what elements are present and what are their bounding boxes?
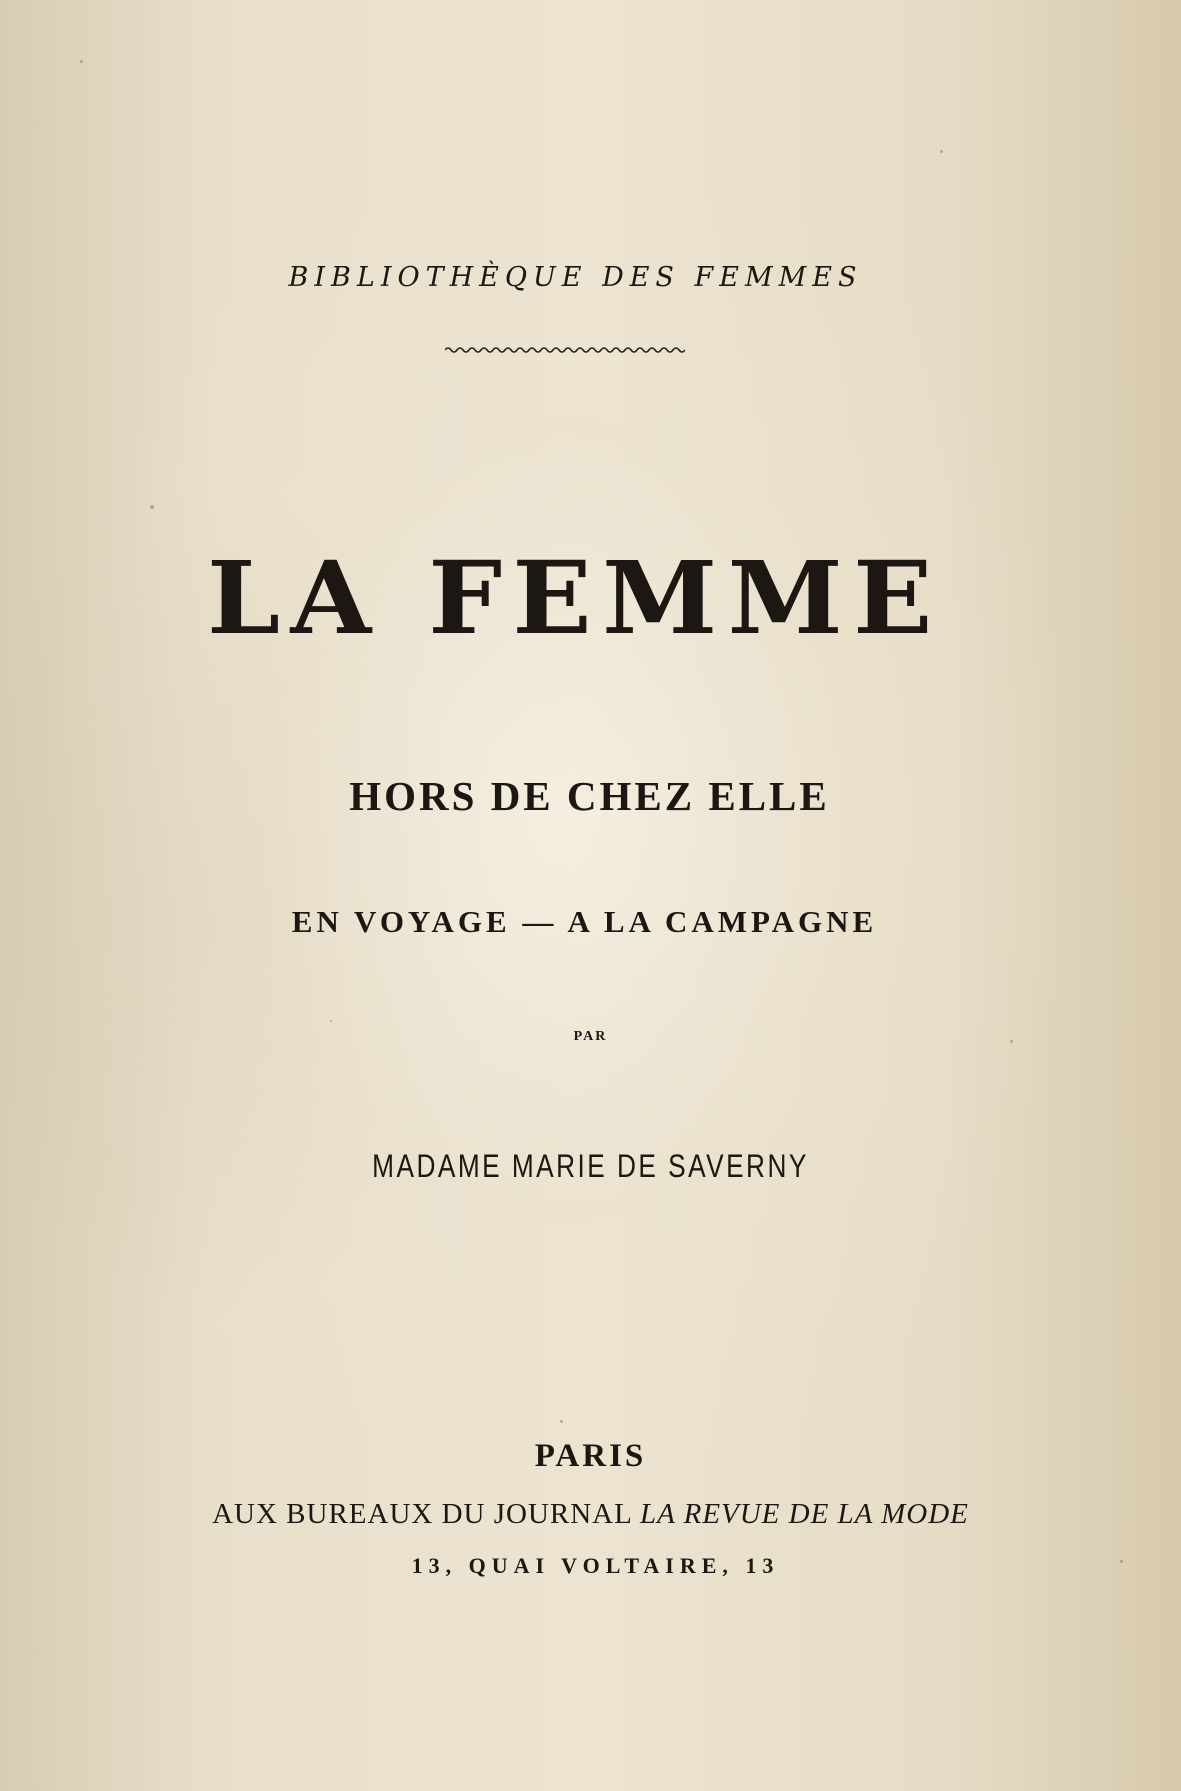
paper-speck bbox=[150, 505, 154, 509]
book-subtitle: HORS DE CHEZ ELLE bbox=[349, 773, 830, 819]
publisher-prefix: AUX BUREAUX DU JOURNAL bbox=[212, 1498, 641, 1530]
paper-speck bbox=[330, 1020, 332, 1022]
series-title: BIBLIOTHÈQUE DES FEMMES bbox=[288, 262, 863, 293]
by-label: PAR bbox=[573, 1029, 608, 1044]
author-name: MADAME MARIE DE SAVERNY bbox=[372, 1148, 809, 1184]
wavy-rule-ornament bbox=[445, 344, 685, 356]
journal-name: LA REVUE DE LA MODE bbox=[640, 1498, 969, 1530]
paper-speck bbox=[940, 150, 943, 153]
paper-speck bbox=[560, 1420, 563, 1423]
book-title: LA FEMME bbox=[206, 539, 943, 657]
publisher-address: 13, QUAI VOLTAIRE, 13 bbox=[411, 1553, 780, 1578]
book-subsubtitle: EN VOYAGE — A LA CAMPAGNE bbox=[291, 904, 878, 939]
publication-place: PARIS bbox=[534, 1438, 647, 1474]
publisher-line bbox=[0, 1498, 1181, 1531]
paper-speck bbox=[80, 60, 83, 63]
